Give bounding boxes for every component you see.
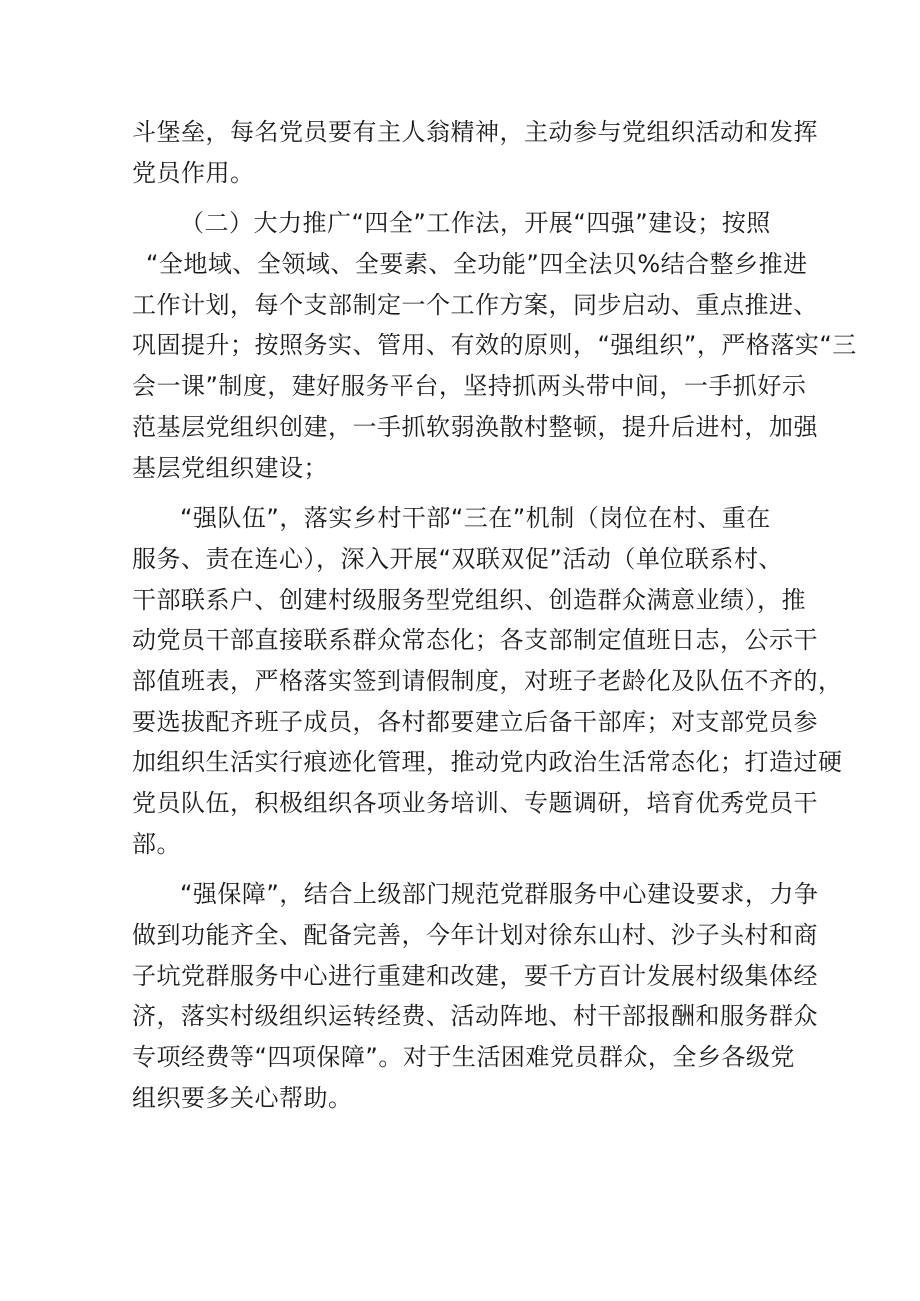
text-line: 服务、责在连心），深入开展“双联双促”活动（单位联系村、 [132, 544, 783, 573]
text-line: 子坑党群服务中心进行重建和改建，要千方百计发展村级集体经 [132, 961, 818, 990]
text-line: “强保障”，结合上级部门规范党群服务中心建设要求，力争 [180, 880, 819, 909]
text-line: （二）大力推广“四全”工作法，开展“四强”建设；按照 [180, 209, 771, 238]
text-line: 巩固提升；按照务实、管用、有效的原则，“强组织”，严格落实“三 [132, 331, 857, 360]
text-line: 要选拔配齐班子成员，各村都要建立后备干部库；对支部党员参 [132, 707, 818, 736]
text-line: 加组织生活实行痕迹化管理，推动党内政治生活常态化；打造过硬 [132, 748, 843, 777]
text-line: 党员队伍，积极组织各项业务培训、专题调研，培育优秀党员干 [132, 789, 818, 817]
text-line: 党员作用。 [132, 158, 255, 187]
text-line: 动党员干部直接联系群众常态化；各支部制定值班日志，公示干 [132, 626, 818, 655]
text-line: 部值班表，严格落实签到请假制度，对班子老龄化及队伍不齐的， [132, 666, 843, 695]
text-line: 部。 [132, 829, 181, 858]
paragraph-2 [132, 203, 857, 488]
text-line: “强队伍”，落实乡村干部“三在”机制（岗位在村、重在 [180, 504, 771, 533]
text-line: 斗堡垒，每名党员要有主人翁精神，主动参与党组织活动和发挥 [132, 118, 818, 146]
paragraph-1 [132, 112, 818, 193]
text-line: “全地域、全领域、全要素、全功能”四全法贝%结合整乡推进 [146, 250, 808, 279]
text-line: 会一课”制度，建好服务平台，坚持抓两头带中间，一手抓好示 [132, 372, 807, 401]
document-body [132, 112, 857, 1129]
text-line: 做到功能齐全、配备完善，今年计划对徐东山村、沙子头村和商 [132, 921, 818, 950]
text-line: 干部联系户、创建村级服务型党组织、创造群众满意业绩），推 [132, 585, 806, 614]
text-line: 范基层党组织创建，一手抓软弱涣散村整顿，提升后进村，加强 [132, 412, 818, 441]
text-line: 济，落实村级组织运转经费、活动阵地、村干部报酬和服务群众 [132, 1002, 818, 1031]
text-line: 基层党组织建设； [132, 453, 328, 482]
text-line: 组织要多关心帮助。 [132, 1083, 353, 1112]
paragraph-3 [132, 498, 843, 864]
paragraph-4 [132, 874, 819, 1118]
text-line: 工作计划，每个支部制定一个工作方案，同步启动、重点推进、 [132, 290, 818, 319]
text-line: 专项经费等“四项保障”。对于生活困难党员群众，全乡各级党 [132, 1043, 795, 1072]
